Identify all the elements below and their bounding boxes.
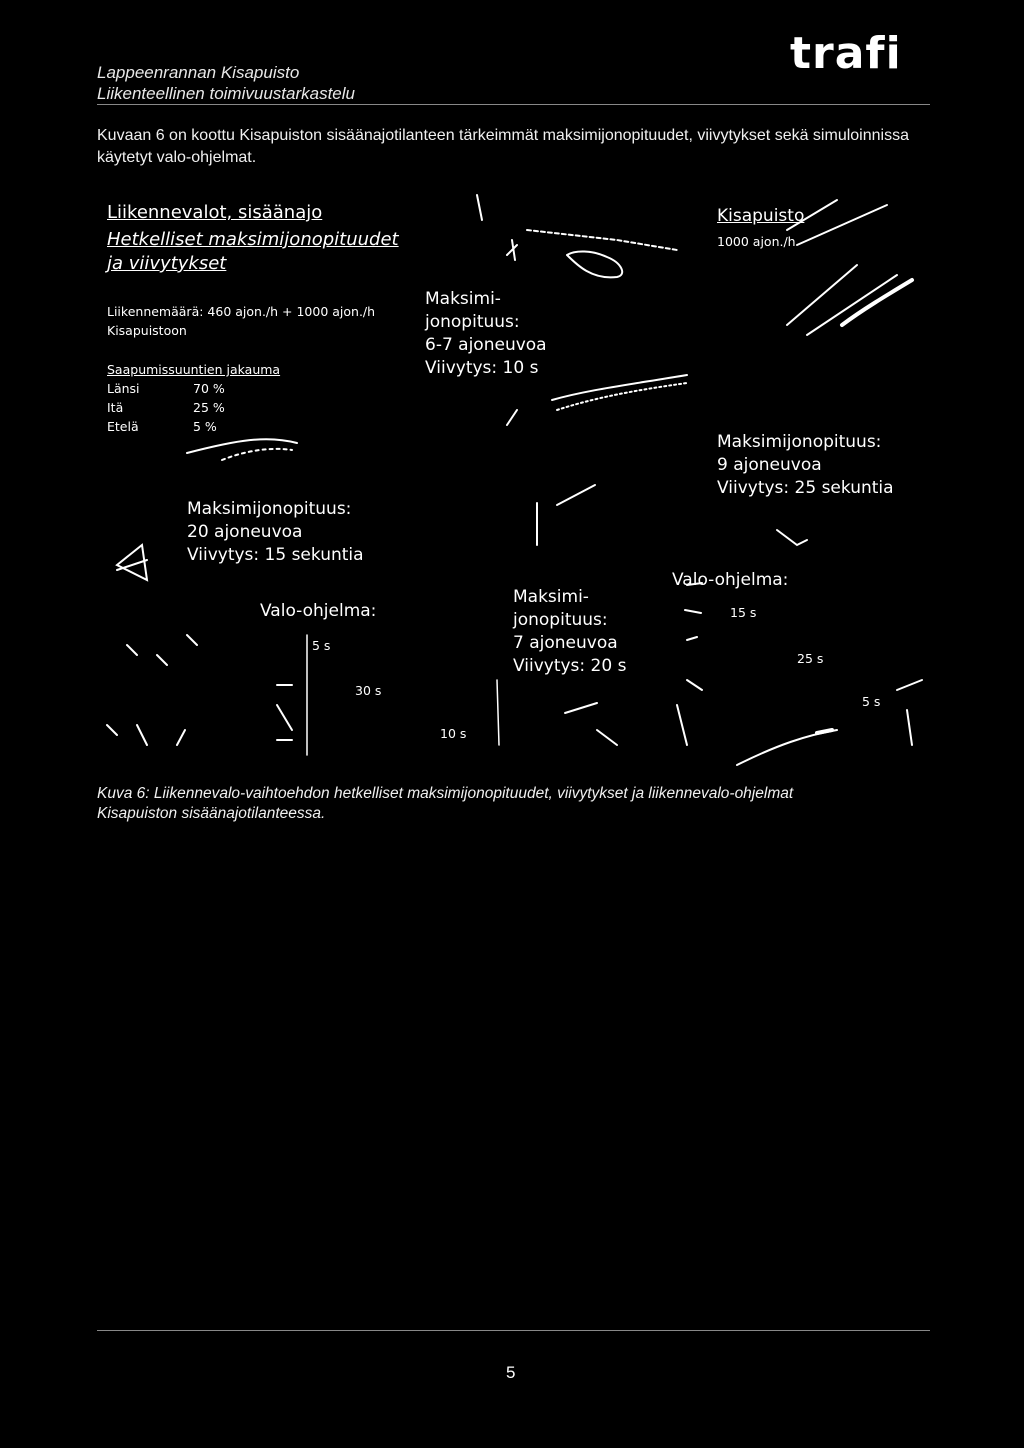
figure-subtitle-line1: Hetkelliset maksimijonopituudet (107, 229, 399, 250)
distribution-row (107, 379, 225, 398)
callout-right (717, 431, 894, 500)
callout-center-bottom-line2: jonopituus: (513, 610, 608, 630)
figure-title: Liikennevalot, sisäänajo (107, 202, 323, 223)
callout-right-line2: 9 ajoneuvoa (717, 455, 822, 475)
intro-paragraph: Kuvaan 6 on koottu Kisapuiston sisäänajotilanteen tärkeimmät maksimijonopituudet, viivytykset sekä simuloinnissa käytetyt valo-ohjelmat. (97, 127, 909, 166)
signal-program-left-label: Valo-ohjelma: (260, 601, 377, 621)
figure-caption-line1: Kuva 6: Liikennevalo-vaihtoehdon hetkelliset maksimijonopituudet, viivytykset ja liikennevalo-ohjelmat (97, 785, 794, 802)
signal-phase-right-3: 5 s (862, 694, 881, 709)
distribution-direction: Etelä (107, 419, 139, 434)
distribution-direction: Länsi (107, 381, 140, 396)
page-number: 5 (506, 1363, 516, 1382)
figure (97, 185, 927, 775)
distribution-title: Saapumissuuntien jakauma (107, 362, 281, 377)
figure-subtitle-line2: ja viivytykset (107, 253, 227, 274)
signal-phase-left-2: 30 s (355, 683, 382, 698)
signal-program-right-label: Valo-ohjelma: (672, 570, 789, 590)
callout-center-bottom-line1: Maksimi- (513, 587, 589, 607)
callout-left (187, 498, 364, 567)
callout-center-bottom-line3: 7 ajoneuvoa (513, 633, 618, 653)
distribution-row (107, 398, 225, 417)
traffic-volume-line1: Liikennemäärä: 460 ajon./h + 1000 ajon./h (107, 304, 376, 319)
callout-center-top-line1: Maksimi- (425, 289, 501, 309)
distribution-row (107, 417, 225, 436)
callout-center-bottom (513, 586, 626, 678)
signal-phase-left-3: 10 s (440, 726, 467, 741)
signal-phase-right-1: 15 s (730, 605, 757, 620)
callout-center-top (425, 288, 547, 380)
distribution-direction: Itä (107, 400, 124, 415)
callout-center-top-line4: Viivytys: 10 s (425, 358, 539, 378)
signal-phase-right-2: 25 s (797, 651, 824, 666)
distribution-percent: 70 % (193, 381, 225, 396)
distribution-table (107, 379, 225, 436)
kisapuisto-volume: 1000 ajon./h (717, 234, 796, 249)
callout-center-bottom-line4: Viivytys: 20 s (513, 656, 627, 676)
trafi-logo: trafi (790, 28, 902, 79)
signal-phase-left-1: 5 s (312, 638, 331, 653)
callout-left-line1: Maksimijonopituus: (187, 499, 352, 519)
callout-right-line1: Maksimijonopituus: (717, 432, 882, 452)
callout-center-top-line2: jonopituus: (425, 312, 520, 332)
callout-left-line2: 20 ajoneuvoa (187, 522, 303, 542)
figure-caption-line2: Kisapuiston sisäänajotilanteessa. (97, 805, 326, 822)
header-rule (97, 104, 930, 105)
callout-right-line3: Viivytys: 25 sekuntia (717, 478, 894, 498)
traffic-volume-line2: Kisapuistoon (107, 323, 187, 338)
footer-rule (97, 1330, 930, 1331)
distribution-percent: 25 % (193, 400, 225, 415)
kisapuisto-label: Kisapuisto (717, 206, 805, 226)
callout-left-line3: Viivytys: 15 sekuntia (187, 545, 364, 565)
distribution-percent: 5 % (193, 419, 217, 434)
callout-center-top-line3: 6-7 ajoneuvoa (425, 335, 547, 355)
header-subtitle: Liikenteellinen toimivuustarkastelu (97, 84, 355, 103)
header-title: Lappeenrannan Kisapuisto (97, 63, 300, 82)
